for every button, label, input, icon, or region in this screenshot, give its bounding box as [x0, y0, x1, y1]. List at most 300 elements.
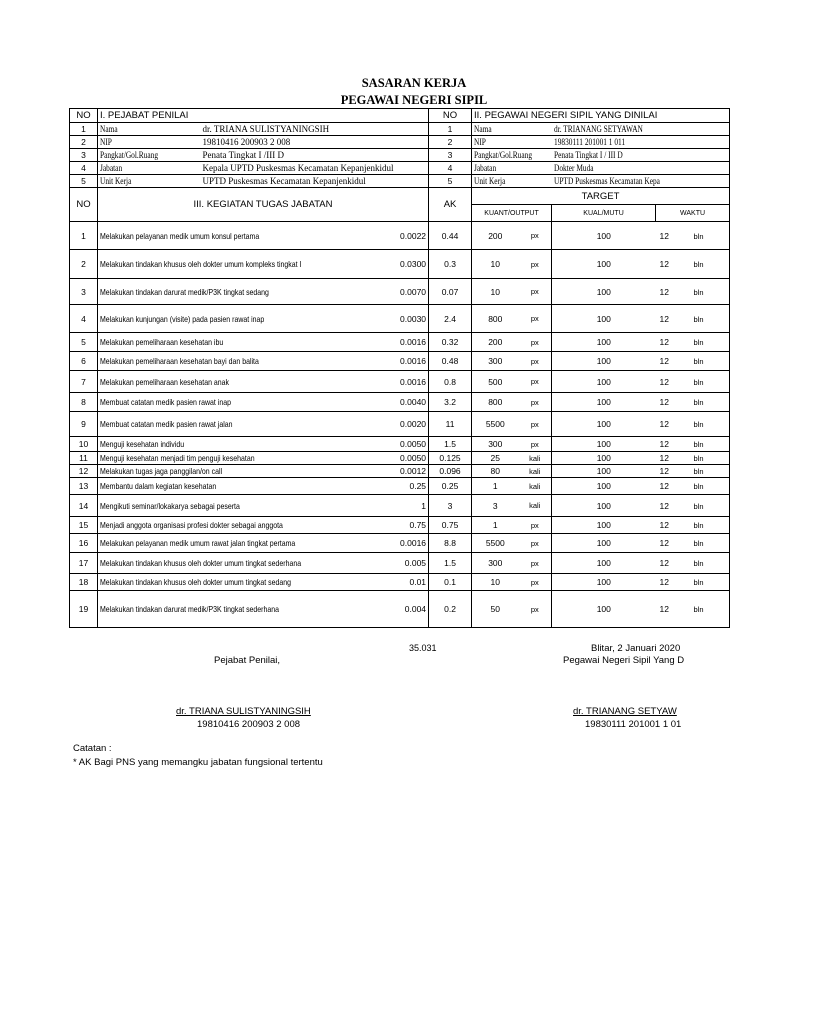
activity-unit-text: px	[530, 314, 539, 323]
activity-rate	[395, 452, 429, 465]
activity-rate-text: 0.0070	[400, 286, 427, 297]
pegawai-no-text: 2	[447, 137, 453, 147]
activity-kual	[552, 352, 656, 371]
activity-rate	[395, 517, 429, 534]
activity-row	[70, 591, 730, 628]
activity-no	[70, 279, 98, 305]
activity-waktu-value: 12	[659, 604, 669, 614]
activity-kual-text: 100	[596, 466, 611, 476]
activity-kual-text: 100	[596, 376, 611, 387]
activity-ak	[429, 478, 472, 495]
activity-row	[70, 412, 730, 437]
activity-rate-text: 0.0050	[400, 439, 427, 449]
activity-row	[70, 517, 730, 534]
activity-no-text: 8	[81, 397, 86, 407]
activity-ak-text: 0.25	[441, 481, 459, 491]
activity-waktu	[656, 553, 730, 574]
activity-ak-text: 0.07	[441, 286, 459, 297]
activity-ak	[429, 393, 472, 412]
activity-row	[70, 333, 730, 352]
activity-desc	[98, 412, 395, 437]
kegiatan-header-no	[70, 188, 98, 222]
activity-no	[70, 591, 98, 628]
activity-rate-text: 0.0016	[400, 538, 427, 548]
activity-kual-text: 100	[596, 259, 611, 269]
pegawai-no-text: 4	[447, 163, 453, 173]
pegawai-value	[552, 136, 730, 149]
activity-kual-text: 100	[596, 419, 611, 429]
note-title: Catatan :	[73, 743, 112, 754]
activity-row	[70, 352, 730, 371]
activity-unit-text: kali	[529, 453, 541, 463]
pejabat-label-text: NIP	[100, 137, 112, 147]
left-signatory-nip: 19810416 200903 2 008	[197, 719, 301, 730]
activity-desc-text: Menguji kesehatan individu	[100, 439, 185, 449]
activity-kual-text: 100	[596, 439, 611, 449]
activity-desc-text: Membuat catatan medik pasien rawat jalan	[100, 419, 233, 429]
activity-kual-text: 100	[596, 356, 611, 366]
activity-qty	[472, 465, 519, 478]
activity-qty	[472, 371, 519, 393]
activity-kual	[552, 250, 656, 279]
document-title: SASARAN KERJA	[361, 76, 467, 90]
activity-qty-text: 500	[488, 376, 503, 387]
activity-waktu-value: 12	[659, 230, 669, 241]
pejabat-label	[98, 175, 201, 188]
activity-ak	[429, 574, 472, 591]
activity-row	[70, 250, 730, 279]
activity-kual	[552, 574, 656, 591]
activity-rate	[395, 222, 429, 250]
activity-waktu-value: 12	[659, 376, 669, 387]
activity-row	[70, 371, 730, 393]
activity-kual	[552, 534, 656, 553]
activity-qty-text: 80	[490, 466, 501, 476]
activity-desc	[98, 333, 395, 352]
activity-desc-text: Melakukan tindakan khusus oleh dokter umum kompleks tingkat I	[100, 259, 302, 269]
activity-no-text: 11	[79, 453, 88, 463]
activity-desc	[98, 495, 395, 517]
activity-row	[70, 305, 730, 333]
pegawai-label	[472, 123, 552, 136]
kegiatan-header-waktu-text: WAKTU	[680, 209, 706, 217]
activity-rate-text: 0.0012	[400, 466, 427, 476]
activity-qty-text: 800	[488, 397, 503, 407]
activity-unit	[519, 534, 552, 553]
right-signatory-name: dr. TRIANANG SETYAW	[573, 706, 677, 717]
activity-waktu	[656, 222, 730, 250]
pegawai-label	[472, 162, 552, 175]
kegiatan-header-target	[472, 188, 730, 205]
activity-unit-text: kali	[529, 466, 541, 476]
activity-rate-text: 0.0022	[400, 230, 427, 241]
activity-qty	[472, 553, 519, 574]
activity-desc-text: Melakukan pemeliharaan kesehatan anak	[100, 376, 230, 387]
pejabat-label-text: Nama	[100, 124, 118, 134]
activity-waktu-value: 12	[659, 558, 669, 568]
activity-rate	[395, 534, 429, 553]
pegawai-value-text: 19830111 201001 1 011	[553, 137, 625, 147]
activity-qty-text: 200	[488, 230, 503, 241]
activity-kual-text: 100	[596, 337, 611, 347]
activity-rate-text: 0.0050	[400, 453, 427, 463]
activity-row	[70, 279, 730, 305]
activity-waktu-value: 12	[659, 500, 669, 511]
activity-no	[70, 465, 98, 478]
activity-unit-text: px	[530, 419, 539, 429]
activity-kual	[552, 591, 656, 628]
activity-waktu-unit: bln	[693, 287, 704, 297]
pegawai-no-text: 3	[447, 150, 453, 160]
activity-unit-text: px	[530, 337, 539, 347]
activity-desc-text: Menjadi anggota organisasi profesi dokter sebagai anggota	[100, 520, 283, 530]
activity-no-text: 18	[78, 577, 89, 587]
activity-kual	[552, 279, 656, 305]
header-no: NO	[70, 109, 98, 123]
activity-qty	[472, 534, 519, 553]
activity-unit	[519, 393, 552, 412]
activity-ak-text: 0.44	[441, 230, 459, 241]
pejabat-no	[70, 149, 98, 162]
header-row	[70, 109, 730, 123]
activity-unit	[519, 279, 552, 305]
pejabat-no-text: 2	[81, 137, 86, 147]
activity-kual	[552, 465, 656, 478]
pegawai-value-text: Dokter Muda	[553, 163, 594, 173]
pejabat-label-text: Pangkat/Gol.Ruang	[100, 150, 159, 160]
activity-unit	[519, 478, 552, 495]
activity-qty	[472, 452, 519, 465]
activity-desc	[98, 452, 395, 465]
activity-waktu-value: 12	[659, 577, 669, 587]
activity-ak	[429, 517, 472, 534]
activity-qty	[472, 333, 519, 352]
activity-waktu-unit: bln	[693, 338, 704, 347]
activity-waktu-unit: bln	[693, 420, 704, 429]
activity-desc	[98, 534, 395, 553]
activity-waktu-unit: bln	[693, 377, 704, 387]
activity-desc-text: Mengikuti seminar/lokakarya sebagai peserta	[100, 500, 240, 511]
note-text: * AK Bagi PNS yang memangku jabatan fungsional tertentu	[73, 757, 323, 768]
activity-waktu-unit: bln	[693, 454, 704, 463]
left-role: Pejabat Penilai,	[214, 655, 281, 666]
activity-kual	[552, 553, 656, 574]
activity-rate	[395, 305, 429, 333]
activity-unit	[519, 371, 552, 393]
activity-unit	[519, 574, 552, 591]
pejabat-label	[98, 123, 201, 136]
activity-row	[70, 437, 730, 452]
activity-row	[70, 553, 730, 574]
activity-waktu-unit: bln	[693, 467, 704, 476]
activity-waktu-value: 12	[659, 466, 669, 476]
activity-ak	[429, 591, 472, 628]
activity-kual-text: 100	[596, 313, 611, 324]
activity-rate-text: 0.0016	[400, 356, 427, 366]
activity-waktu-value: 12	[659, 337, 669, 347]
activity-desc	[98, 591, 395, 628]
activity-kual-text: 100	[596, 286, 611, 297]
activity-rate-text: 0.0040	[400, 397, 427, 407]
activity-row	[70, 495, 730, 517]
pejabat-no-text: 5	[81, 176, 86, 186]
activity-waktu-value: 12	[659, 439, 669, 449]
kegiatan-header-kuant	[472, 205, 552, 222]
activity-waktu-unit: bln	[693, 398, 704, 407]
activity-row	[70, 574, 730, 591]
pejabat-label	[98, 149, 201, 162]
pegawai-no-text: 5	[447, 176, 453, 186]
activity-qty-text: 5500	[485, 419, 505, 429]
header-pejabat: I. PEJABAT PENILAI	[98, 109, 429, 123]
pegawai-no	[429, 175, 472, 188]
activity-rate-text: 0.25	[409, 481, 427, 491]
pegawai-value-text: dr. TRIANANG SETYAWAN	[553, 124, 643, 134]
activity-rate-text: 0.0030	[400, 313, 427, 324]
activity-unit-text: px	[530, 231, 539, 240]
activity-kual-text: 100	[596, 558, 611, 568]
activity-waktu-unit: bln	[693, 521, 704, 530]
activity-unit	[519, 250, 552, 279]
activity-rate-text: 0.0016	[400, 337, 427, 347]
identity-row	[70, 123, 730, 136]
activity-desc	[98, 553, 395, 574]
activity-qty	[472, 352, 519, 371]
document-subtitle: PEGAWAI NEGERI SIPIL	[340, 93, 488, 107]
activity-no	[70, 333, 98, 352]
pegawai-value-text: UPTD Puskesmas Kecamatan Kepa	[553, 176, 660, 186]
activity-rate	[395, 412, 429, 437]
activity-ak-text: 1.5	[444, 558, 456, 568]
kegiatan-header-title-text: III. KEGIATAN TUGAS JABATAN	[193, 199, 333, 210]
activity-desc	[98, 393, 395, 412]
activity-kual-text: 100	[596, 577, 611, 587]
activity-no-text: 12	[78, 466, 89, 476]
activity-kual	[552, 495, 656, 517]
activity-waktu-value: 12	[659, 259, 669, 269]
pegawai-label-text: Pangkat/Gol.Ruang	[474, 150, 533, 160]
activity-waktu	[656, 333, 730, 352]
activity-unit	[519, 222, 552, 250]
activity-no-text: 10	[78, 439, 89, 449]
header-pegawai: II. PEGAWAI NEGERI SIPIL YANG DINILAI	[472, 109, 730, 123]
activity-kual	[552, 393, 656, 412]
activity-row	[70, 452, 730, 465]
pegawai-no	[429, 136, 472, 149]
activity-ak	[429, 371, 472, 393]
activity-rate	[395, 553, 429, 574]
activity-ak	[429, 495, 472, 517]
activity-no	[70, 222, 98, 250]
activity-waktu-value: 12	[659, 419, 669, 429]
activity-kual	[552, 222, 656, 250]
activity-ak-text: 0.1	[444, 577, 456, 587]
activity-qty-text: 25	[490, 453, 501, 463]
activity-qty-text: 3	[492, 500, 498, 511]
activity-unit-text: px	[530, 377, 539, 386]
pegawai-label-text: Jabatan	[474, 163, 497, 173]
activity-no-text: 5	[81, 337, 86, 347]
pejabat-no-text: 1	[81, 124, 86, 134]
place-date: Blitar, 2 Januari 2020	[591, 643, 681, 654]
activity-no-text: 6	[81, 356, 86, 366]
activity-desc-text: Membantu dalam kegiatan kesehatan	[100, 481, 217, 491]
activity-unit	[519, 591, 552, 628]
activity-waktu	[656, 465, 730, 478]
activity-kual-text: 100	[596, 230, 611, 241]
activity-rate-text: 0.01	[409, 577, 427, 587]
pejabat-value-text: UPTD Puskesmas Kecamatan Kepanjenkidul	[202, 176, 366, 186]
activity-kual-text: 100	[596, 500, 611, 511]
activity-qty-text: 300	[488, 356, 503, 366]
activity-waktu	[656, 478, 730, 495]
activity-waktu-unit: bln	[693, 357, 704, 366]
pejabat-value	[201, 123, 429, 136]
activity-rate	[395, 393, 429, 412]
activity-waktu-value: 12	[659, 313, 669, 324]
activity-row	[70, 222, 730, 250]
activity-desc-text: Melakukan tindakan khusus oleh dokter umum tingkat sedang	[100, 577, 292, 587]
pegawai-label	[472, 175, 552, 188]
activity-qty-text: 1	[492, 520, 498, 530]
activity-ak	[429, 412, 472, 437]
activity-rate	[395, 465, 429, 478]
activity-ak	[429, 465, 472, 478]
activity-no	[70, 437, 98, 452]
pegawai-value	[552, 123, 730, 136]
activity-ak-text: 3	[447, 500, 453, 511]
pejabat-value	[201, 136, 429, 149]
activity-waktu	[656, 437, 730, 452]
activity-ak-text: 2.4	[444, 313, 456, 324]
activity-rate	[395, 495, 429, 517]
pegawai-no	[429, 162, 472, 175]
activity-unit-text: px	[530, 577, 539, 587]
total-ak: 35.031	[409, 643, 437, 653]
activity-kual-text: 100	[596, 397, 611, 407]
activity-desc-text: Melakukan pemeliharaan kesehatan ibu	[100, 337, 224, 347]
activity-qty-text: 10	[490, 259, 501, 269]
activity-rate-text: 0.75	[409, 520, 427, 530]
activity-rate-text: 0.005	[404, 558, 427, 568]
activity-waktu-unit: bln	[693, 578, 704, 587]
activity-rate	[395, 574, 429, 591]
activity-no-text: 9	[81, 419, 86, 429]
activity-no-text: 13	[78, 481, 89, 491]
activity-desc	[98, 371, 395, 393]
pejabat-no	[70, 136, 98, 149]
activity-no	[70, 517, 98, 534]
activity-unit-text: px	[530, 356, 539, 366]
activity-qty	[472, 305, 519, 333]
pegawai-value	[552, 175, 730, 188]
activity-waktu	[656, 305, 730, 333]
activity-qty	[472, 393, 519, 412]
identity-row	[70, 162, 730, 175]
kegiatan-header-kual-text: KUAL/MUTU	[583, 209, 624, 217]
pegawai-no	[429, 123, 472, 136]
activity-ak	[429, 305, 472, 333]
activity-ak-text: 0.48	[441, 356, 459, 366]
activity-qty	[472, 478, 519, 495]
activity-unit-text: px	[530, 604, 539, 614]
activity-no	[70, 574, 98, 591]
activity-waktu	[656, 393, 730, 412]
activity-no	[70, 305, 98, 333]
activity-unit	[519, 333, 552, 352]
activity-waktu	[656, 412, 730, 437]
pegawai-label-text: Nama	[474, 124, 492, 134]
kegiatan-header-ak-text: AK	[443, 199, 457, 210]
activity-ak-text: 11	[445, 419, 455, 429]
activity-no	[70, 452, 98, 465]
activity-waktu-value: 12	[659, 286, 669, 297]
activity-qty-text: 1	[492, 481, 498, 491]
activity-ak	[429, 437, 472, 452]
activity-unit-text: px	[530, 558, 539, 568]
activity-qty	[472, 517, 519, 534]
activity-desc-text: Melakukan tindakan darurat medik/P3K tingkat sedang	[100, 286, 269, 297]
activity-unit	[519, 437, 552, 452]
activity-rate-text: 1	[421, 500, 427, 511]
activity-unit-text: px	[530, 397, 539, 407]
activity-ak-text: 1.5	[444, 439, 456, 449]
activity-desc	[98, 222, 395, 250]
activity-kual	[552, 478, 656, 495]
activity-rate	[395, 352, 429, 371]
activity-desc	[98, 574, 395, 591]
pejabat-value	[201, 149, 429, 162]
activity-unit-text: px	[530, 538, 539, 548]
activity-ak	[429, 534, 472, 553]
activity-ak-text: 0.8	[444, 376, 456, 387]
activity-ak	[429, 452, 472, 465]
pegawai-label	[472, 136, 552, 149]
activity-rate	[395, 437, 429, 452]
kegiatan-header-kuant-text: KUANT/OUTPUT	[484, 209, 539, 217]
activity-desc	[98, 352, 395, 371]
activity-waktu	[656, 352, 730, 371]
activity-rate	[395, 591, 429, 628]
pejabat-value-text: dr. TRIANA SULISTYANINGSIH	[202, 124, 330, 134]
activity-waktu-unit: bln	[693, 605, 704, 614]
pegawai-label-text: Unit Kerja	[474, 176, 506, 186]
activity-desc	[98, 437, 395, 452]
pejabat-no	[70, 123, 98, 136]
activity-qty-text: 10	[490, 577, 501, 587]
activity-waktu-value: 12	[659, 481, 669, 491]
pejabat-value-text: 19810416 200903 2 008	[202, 137, 291, 147]
activity-qty	[472, 279, 519, 305]
activity-unit	[519, 452, 552, 465]
activity-waktu	[656, 452, 730, 465]
activity-unit	[519, 465, 552, 478]
activity-unit-text: px	[530, 520, 539, 530]
activity-waktu	[656, 517, 730, 534]
pegawai-label-text: NIP	[474, 137, 486, 147]
activity-no	[70, 553, 98, 574]
pegawai-label	[472, 149, 552, 162]
activity-kual	[552, 437, 656, 452]
activity-kual-text: 100	[596, 604, 611, 614]
activity-waktu-value: 12	[659, 356, 669, 366]
activity-no	[70, 478, 98, 495]
activity-kual	[552, 333, 656, 352]
activity-ak-text: 0.096	[439, 466, 461, 476]
activity-waktu	[656, 591, 730, 628]
activity-rate-text: 0.0300	[400, 259, 427, 269]
activity-qty	[472, 437, 519, 452]
